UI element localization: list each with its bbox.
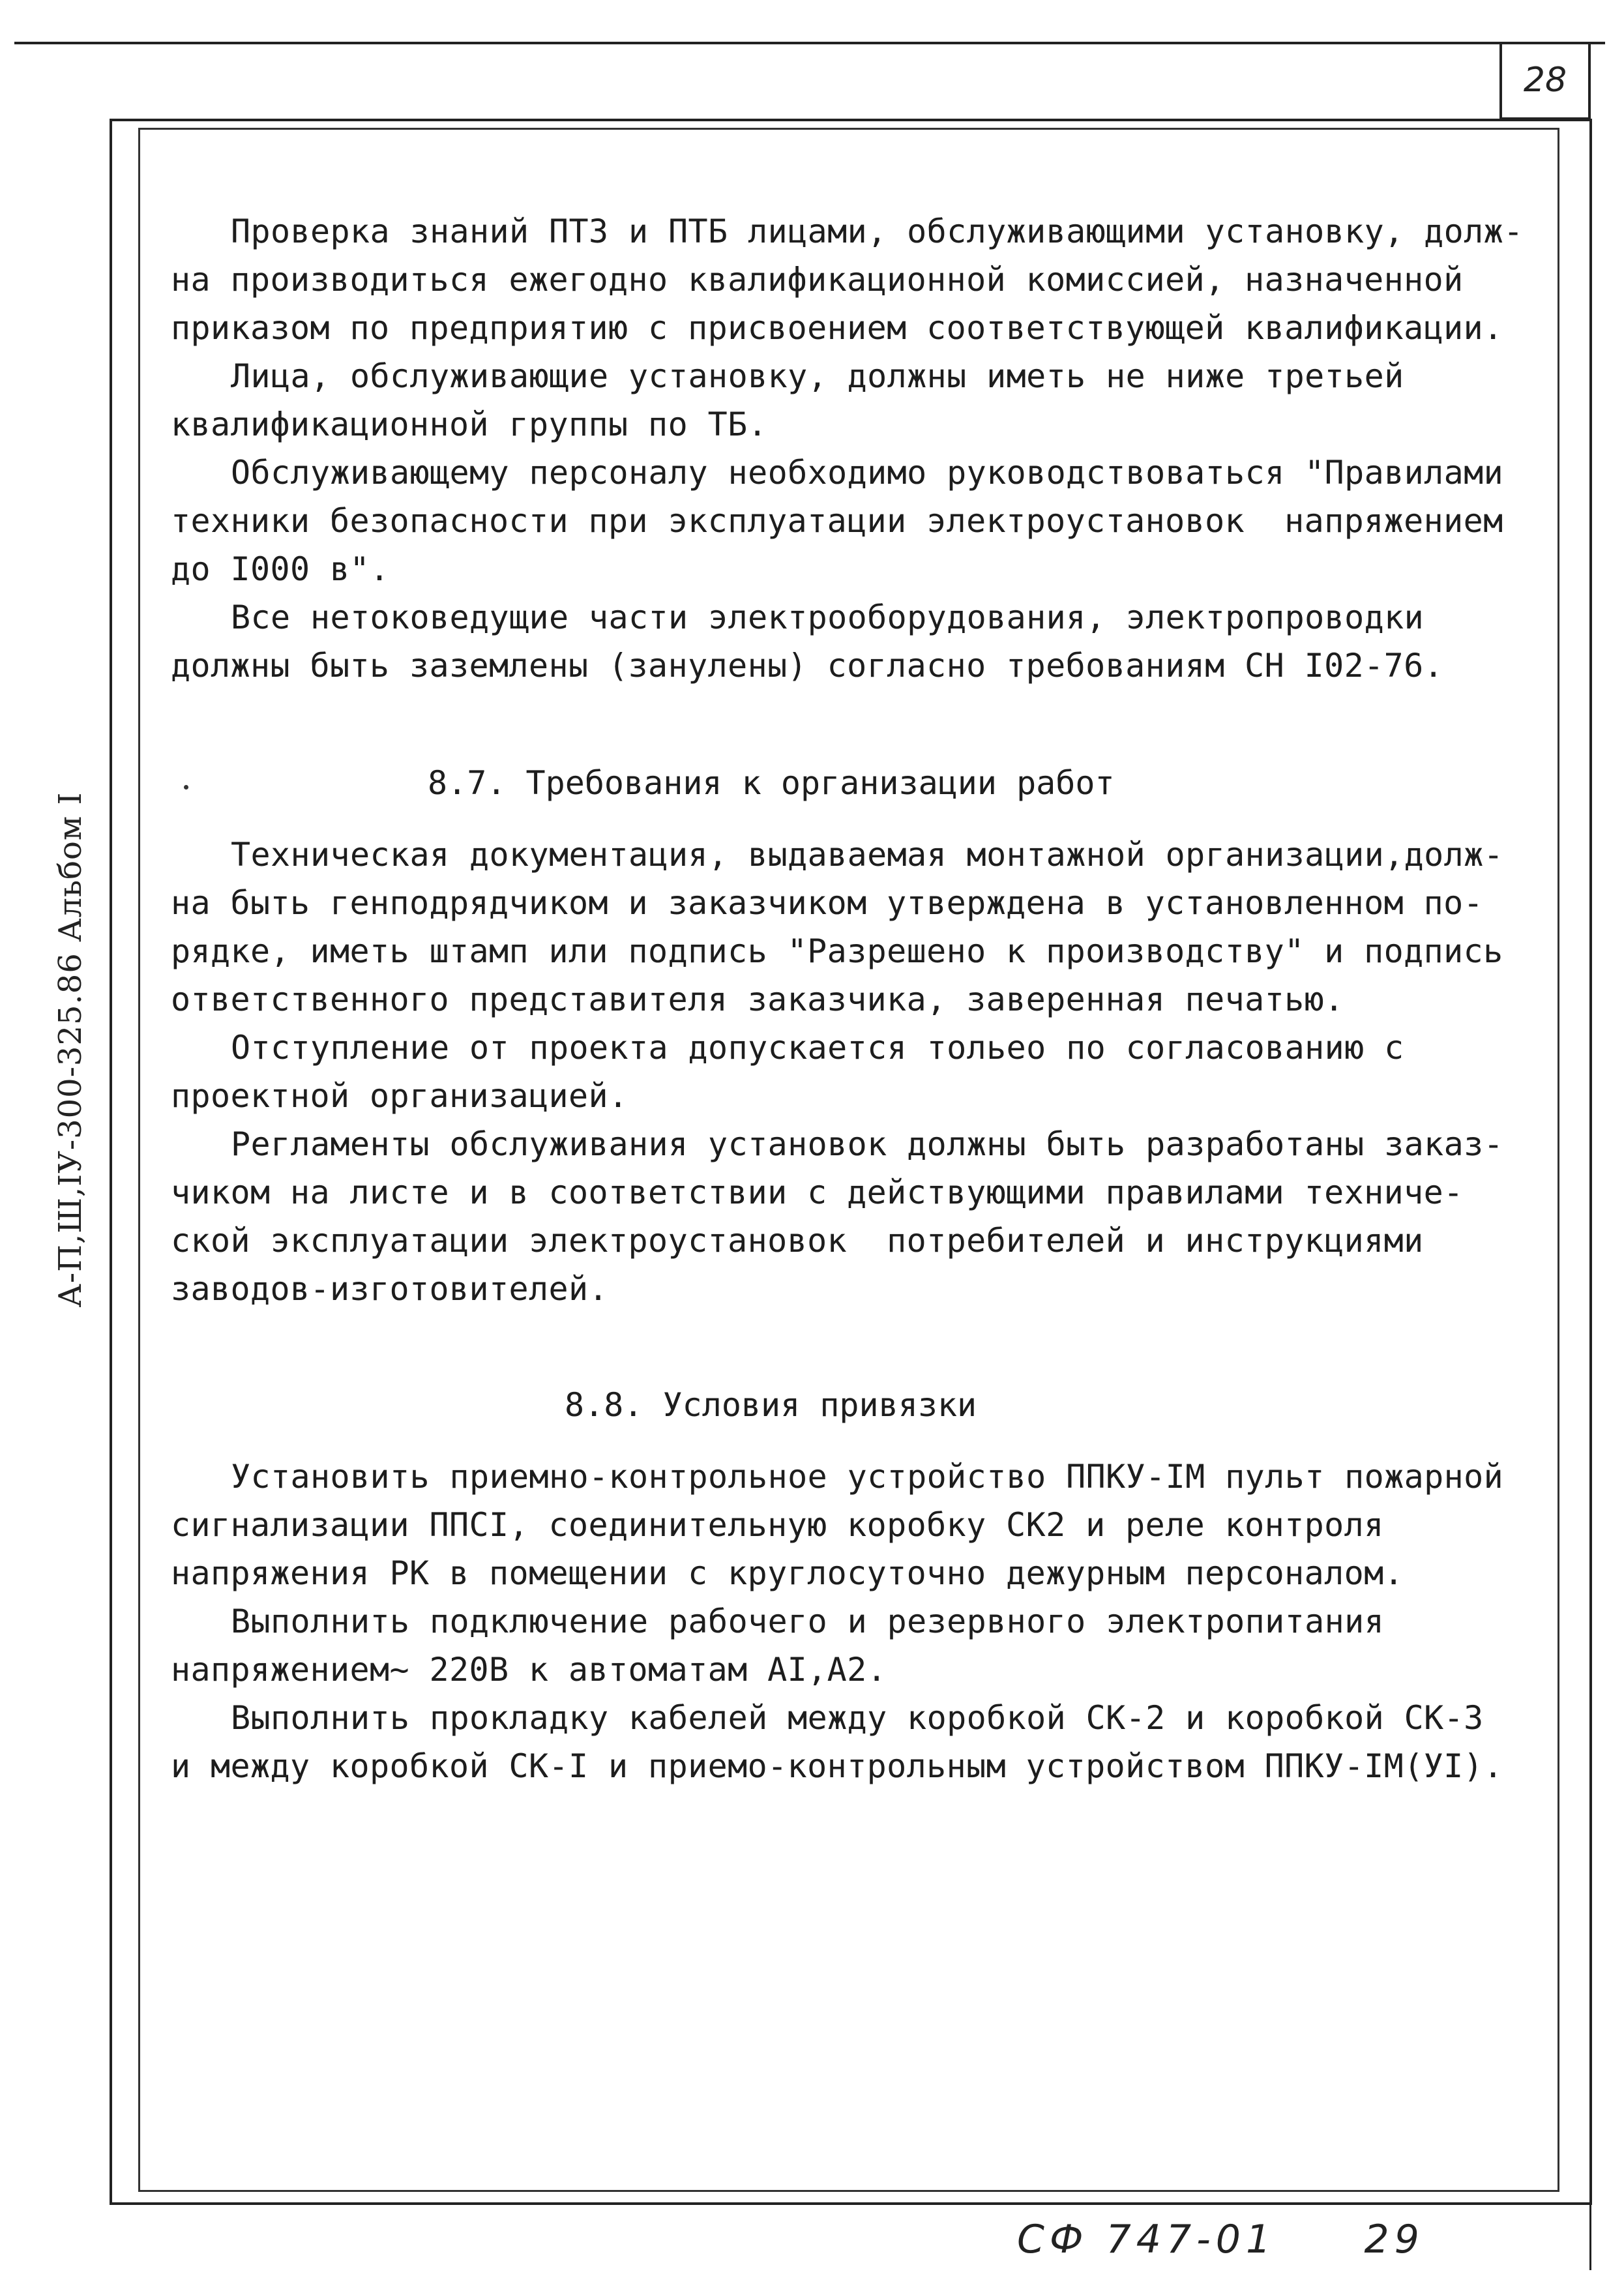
text-line: проектной организацией.	[171, 1077, 628, 1115]
text-line: Все нетоковедущие части электрооборудования, электропроводки	[231, 599, 1425, 636]
text-line: до I000 в".	[171, 550, 390, 588]
footer-document-code	[1017, 2217, 1425, 2262]
page-number: 28	[1523, 61, 1567, 100]
text-line: заводов-изготовителей.	[171, 1270, 609, 1308]
text-line: техники безопасности при эксплуатации электроустановок напряжением	[171, 502, 1503, 540]
text-line: Лица, обслуживающие установку, должны иметь не ниже третьей	[231, 357, 1404, 395]
top-rule	[14, 42, 1605, 44]
right-margin-line	[1589, 119, 1591, 2270]
text-line: Отступление от проекта допускается тольео по согласованию с	[231, 1029, 1404, 1067]
text-line: Выполнить подключение рабочего и резервного электропитания	[231, 1603, 1385, 1640]
footer-code: СФ 747-01	[1017, 2217, 1277, 2262]
text-line: напряжением~ 220В к автоматам АI,А2.	[171, 1651, 887, 1689]
stray-dot-mark	[184, 785, 188, 790]
text-line: квалификационной группы по ТБ.	[171, 406, 768, 443]
text-line: Выполнить прокладку кабелей между коробкой СК-2 и коробкой СК-3	[231, 1699, 1484, 1737]
text-line: и между коробкой СК-I и приемо-контрольным устройством ППКУ-IМ(УI).	[171, 1747, 1503, 1785]
text-line: на производиться ежегодно квалификационной комиссией, назначенной	[171, 261, 1464, 299]
text-line: Техническая документация, выдаваемая монтажной организации,долж-	[231, 836, 1504, 874]
text-line: на быть генподрядчиком и заказчиком утверждена в установленном по-	[171, 884, 1484, 922]
section-heading-8-8: 8.8. Условия привязки	[565, 1386, 977, 1424]
text-line: чиком на листе и в соответствии с действующими правилами техниче-	[171, 1174, 1464, 1211]
album-side-label: А-П,Ш,IУ-300-325.86 Альбом I	[52, 791, 89, 1308]
footer-sheet-number: 29	[1364, 2217, 1425, 2262]
text-line: сигнализации ППСI, соединительную коробку СК2 и реле контроля	[171, 1506, 1384, 1544]
text-line: Обслуживающему персоналу необходимо руководствоваться "Правилами	[231, 454, 1504, 492]
page-number-box	[1499, 43, 1591, 120]
text-line: напряжения РК в помещении с круглосуточно дежурным персоналом.	[171, 1554, 1404, 1592]
section-heading-8-7: 8.7. Требования к организации работ	[428, 764, 1115, 802]
text-line: Проверка знаний ПТЗ и ПТБ лицами, обслуживающими установку, долж-	[231, 213, 1524, 250]
text-line: Регламенты обслуживания установок должны быть разработаны заказ-	[231, 1125, 1504, 1163]
text-line: ской эксплуатации электроустановок потребителей и инструкциями	[171, 1222, 1424, 1260]
text-line: должны быть заземлены (занулены) согласно требованиям СН I02-76.	[171, 647, 1444, 685]
text-line: приказом по предприятию с присвоением соответствующей квалификации.	[171, 309, 1503, 347]
text-line: Установить приемно-контрольное устройство ППКУ-IМ пульт пожарной	[231, 1458, 1504, 1496]
text-line: ответственного представителя заказчика, заверенная печатью.	[171, 981, 1344, 1018]
text-line: рядке, иметь штамп или подпись "Разрешено к производству" и подпись	[171, 932, 1503, 970]
